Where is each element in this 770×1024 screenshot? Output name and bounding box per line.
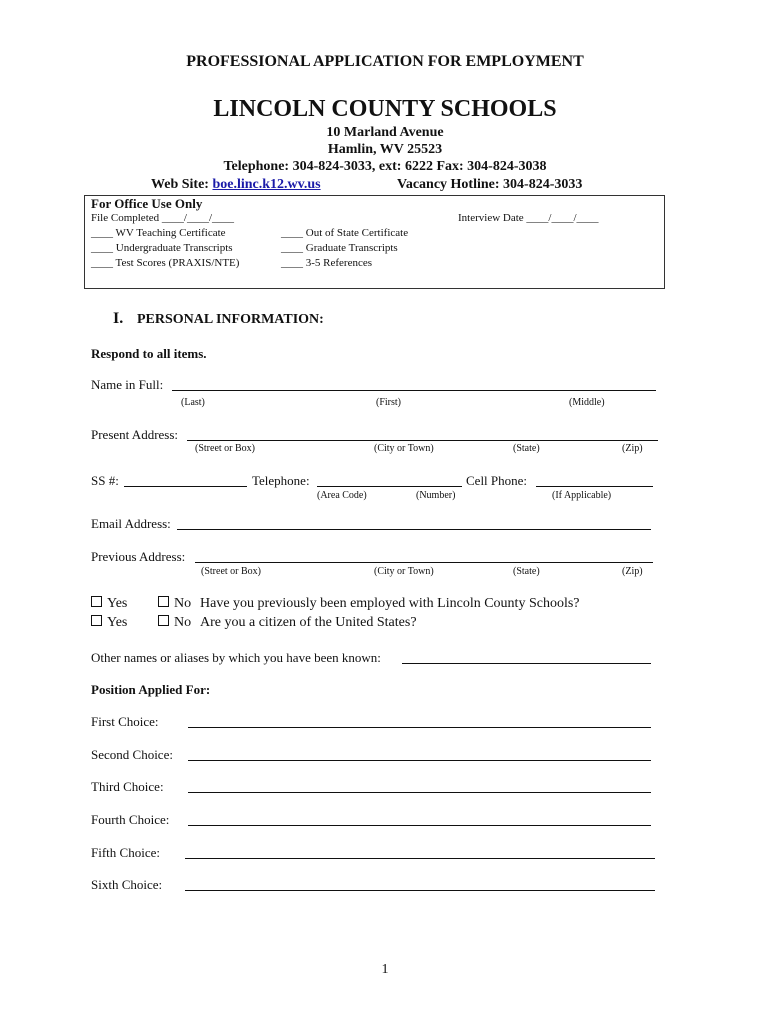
if-applicable-sublabel: (If Applicable) [552, 490, 612, 501]
previous-address-input[interactable] [195, 551, 653, 563]
number-sublabel: (Number) [416, 490, 456, 501]
sixth-choice-label: Sixth Choice: [91, 877, 163, 892]
present-address-label: Present Address: [91, 427, 179, 442]
website-line [151, 177, 321, 193]
previous-state-sublabel: (State) [513, 566, 540, 577]
aliases-label: Other names or aliases by which you have been known: [91, 650, 381, 665]
name-input[interactable] [172, 379, 656, 391]
q2-yes-label: Yes [107, 615, 128, 630]
website-link[interactable]: boe.linc.k12.wv.us [212, 177, 321, 192]
q2-no-checkbox[interactable] [158, 615, 169, 626]
office-item-oos-cert: ____ Out of State Certificate [281, 227, 409, 239]
phone-fax-line: Telephone: 304-824-3033, ext: 6222 Fax: 304-824-3038 [223, 159, 547, 174]
first-choice-label: First Choice: [91, 714, 159, 729]
section-title: PERSONAL INFORMATION: [137, 312, 324, 327]
area-code-sublabel: (Area Code) [317, 490, 367, 501]
q1-no-option[interactable] [158, 596, 191, 612]
q2-no-option[interactable] [158, 615, 191, 631]
instruction: Respond to all items. [91, 346, 207, 361]
fifth-choice-label: Fifth Choice: [91, 845, 160, 860]
previous-street-sublabel: (Street or Box) [201, 566, 261, 577]
address-line-1: 10 Marland Avenue [326, 125, 444, 140]
file-completed: File Completed ____/____/____ [91, 212, 234, 224]
third-choice-label: Third Choice: [91, 779, 164, 794]
section-numeral: I. [113, 310, 124, 327]
position-heading: Position Applied For: [91, 682, 211, 697]
present-address-input[interactable] [187, 429, 658, 441]
aliases-input[interactable] [402, 652, 651, 664]
present-street-sublabel: (Street or Box) [195, 443, 255, 454]
second-choice-label: Second Choice: [91, 747, 173, 762]
org-name: LINCOLN COUNTY SCHOOLS [213, 96, 557, 122]
fourth-choice-label: Fourth Choice: [91, 812, 170, 827]
address-line-2: Hamlin, WV 25523 [327, 142, 443, 157]
previous-zip-sublabel: (Zip) [622, 566, 643, 577]
office-item-test-scores: ____ Test Scores (PRAXIS/NTE) [91, 257, 240, 269]
q1-text: Have you previously been employed with Lincoln County Schools? [200, 596, 580, 611]
cell-input[interactable] [536, 475, 653, 487]
q1-yes-option[interactable] [91, 596, 127, 612]
form-title: PROFESSIONAL APPLICATION FOR EMPLOYMENT [186, 53, 584, 70]
ss-label: SS #: [91, 473, 119, 488]
previous-city-sublabel: (City or Town) [374, 566, 434, 577]
office-item-undergrad: ____ Undergraduate Transcripts [91, 242, 233, 254]
previous-address-label: Previous Address: [91, 549, 186, 564]
fourth-choice-input[interactable] [188, 814, 651, 826]
q1-no-checkbox[interactable] [158, 596, 169, 607]
q2-yes-checkbox[interactable] [91, 615, 102, 626]
office-item-references: ____ 3-5 References [281, 257, 373, 269]
vacancy-hotline: Vacancy Hotline: 304-824-3033 [397, 177, 583, 192]
email-label: Email Address: [91, 516, 171, 531]
sixth-choice-input[interactable] [185, 879, 655, 891]
first-choice-input[interactable] [188, 716, 651, 728]
q1-yes-checkbox[interactable] [91, 596, 102, 607]
cell-label: Cell Phone: [466, 473, 528, 488]
interview-date: Interview Date ____/____/____ [458, 212, 599, 224]
q2-yes-option[interactable] [91, 615, 127, 631]
name-sublabel-last: (Last) [181, 397, 205, 408]
q1-yes-label: Yes [107, 596, 128, 611]
present-zip-sublabel: (Zip) [622, 443, 643, 454]
email-input[interactable] [177, 518, 651, 530]
name-sublabel-middle: (Middle) [569, 397, 605, 408]
q2-text: Are you a citizen of the United States? [200, 615, 417, 630]
office-use-title: For Office Use Only [91, 196, 203, 211]
telephone-label: Telephone: [252, 473, 310, 488]
name-sublabel-first: (First) [376, 397, 401, 408]
office-item-wv-cert: ____ WV Teaching Certificate [91, 227, 226, 239]
telephone-input[interactable] [317, 475, 462, 487]
second-choice-input[interactable] [188, 749, 651, 761]
present-state-sublabel: (State) [513, 443, 540, 454]
page-number: 1 [381, 962, 389, 977]
ss-input[interactable] [124, 475, 247, 487]
website-label: Web Site: [151, 177, 209, 192]
name-label: Name in Full: [91, 377, 164, 392]
office-item-grad: ____ Graduate Transcripts [281, 242, 398, 254]
present-city-sublabel: (City or Town) [374, 443, 434, 454]
q1-no-label: No [174, 596, 192, 611]
fifth-choice-input[interactable] [185, 847, 655, 859]
third-choice-input[interactable] [188, 781, 651, 793]
q2-no-label: No [174, 615, 192, 630]
